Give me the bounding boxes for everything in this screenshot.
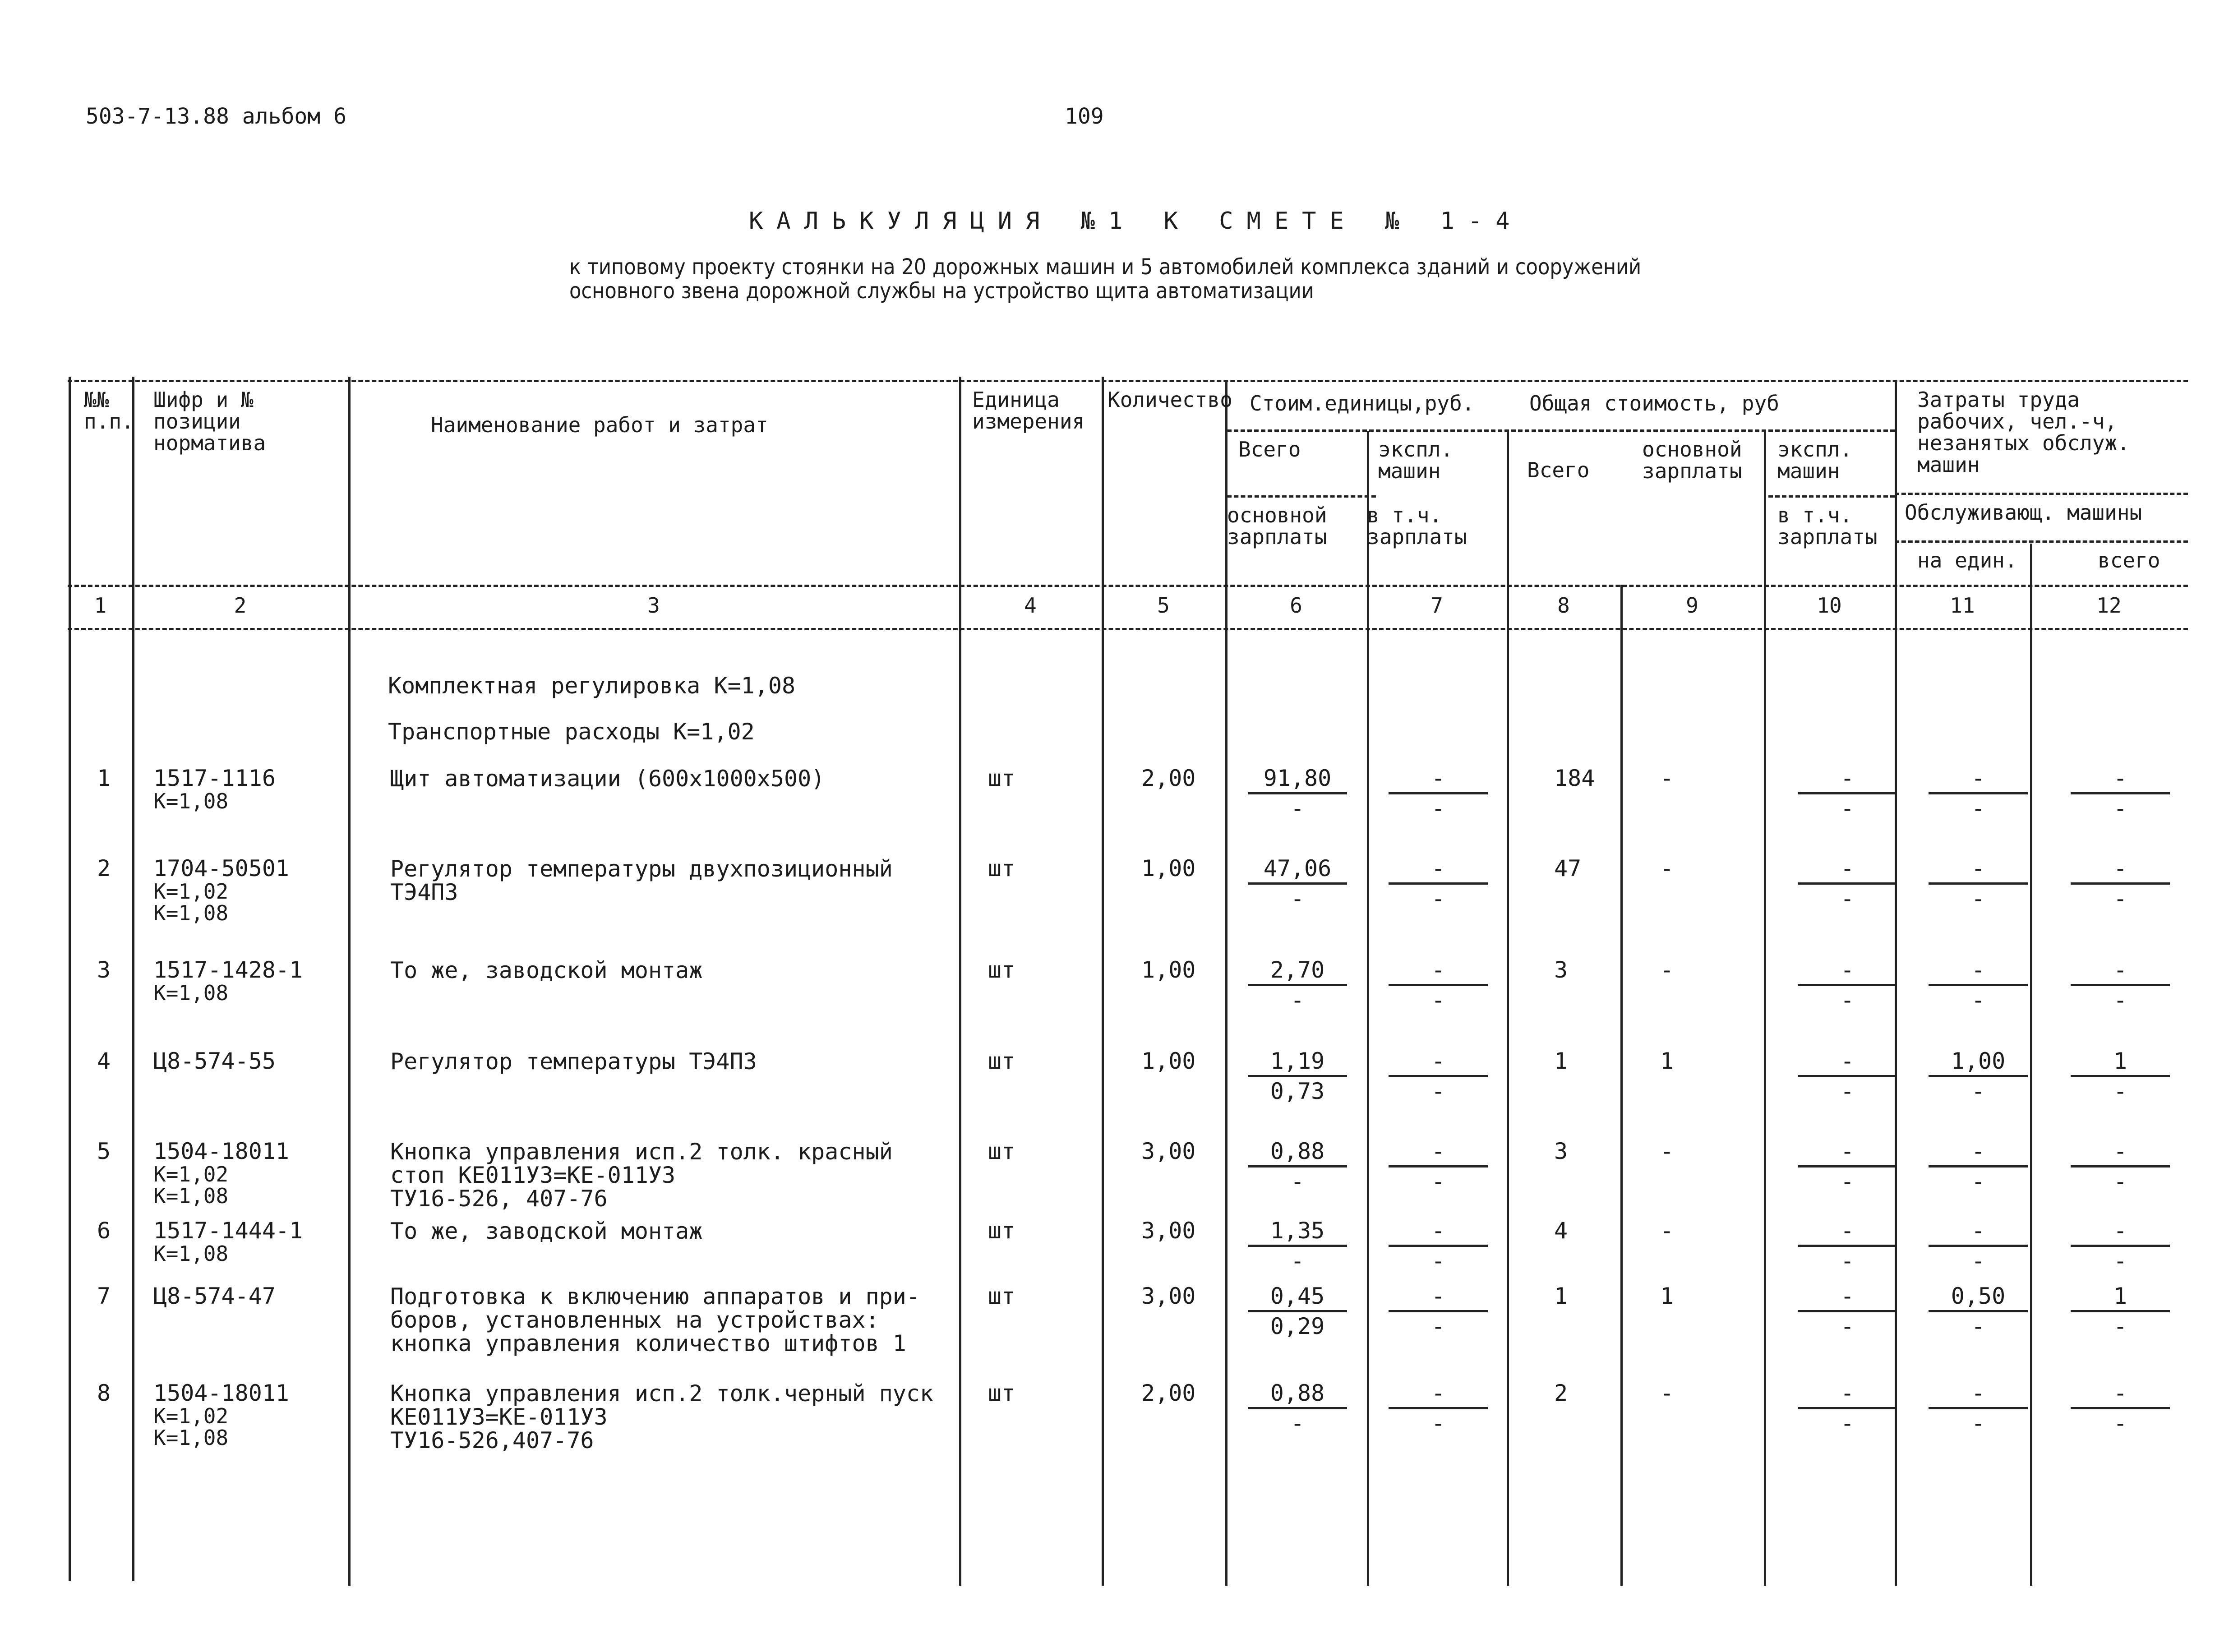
unit-cost-top: 2,70	[1248, 959, 1347, 986]
unit-cost-top: 0,88	[1248, 1140, 1347, 1167]
unit-machine-cost-top: -	[1389, 1140, 1488, 1167]
column-number: 6	[1290, 593, 1302, 618]
unit-machine-cost-top: -	[1389, 767, 1488, 794]
norm-coefficient: К=1,08	[153, 981, 229, 1005]
header-col-4: Единица измерения	[972, 388, 1085, 434]
labor-per-unit-bottom: -	[1971, 1168, 1985, 1195]
total-wages: -	[1660, 855, 1674, 881]
unit: шт	[988, 1048, 1015, 1074]
total-wages: 1	[1660, 1283, 1674, 1309]
unit-machine-cost	[1389, 1219, 1488, 1272]
norm-coefficient: К=1,02 К=1,08	[153, 1404, 229, 1450]
labor-per-unit-top: -	[1929, 1140, 2028, 1167]
labor-total-top: -	[2071, 857, 2170, 885]
total-machine-cost	[1798, 767, 1897, 820]
unit: шт	[988, 1380, 1015, 1406]
subtitle-line-1: к типовому проекту стоянки на 20 дорожных машин и 5 автомобилей комплекса зданий и сооружений	[569, 254, 1642, 280]
quantity: 2,00	[1141, 1380, 1196, 1406]
total-machine-cost	[1798, 1219, 1897, 1272]
unit-machine-cost-bottom: -	[1431, 1168, 1445, 1195]
work-name: Щит автоматизации (600х1000х500)	[390, 766, 825, 792]
labor-per-unit-top: -	[1929, 1382, 2028, 1409]
labor-per-unit	[1929, 1382, 2028, 1435]
labor-total	[2071, 857, 2170, 910]
work-name: Подготовка к включению аппаратов и при- боров, установленных на устройствах: кнопка управления количество штифтов 1	[390, 1283, 920, 1357]
header-col-7-top: экспл. машин	[1378, 437, 1454, 483]
total-machine-cost	[1798, 1285, 1897, 1338]
column-number: 1	[94, 593, 107, 618]
labor-per-unit-bottom: -	[1971, 1248, 1985, 1274]
labor-total	[2071, 767, 2170, 820]
total-wages: -	[1660, 1380, 1674, 1406]
labor-per-unit-top: 0,50	[1929, 1285, 2028, 1312]
unit-cost-top: 0,88	[1248, 1382, 1347, 1409]
labor-per-unit	[1929, 959, 2028, 1011]
header-col-6-bottom: основной зарплаты	[1227, 503, 1327, 549]
unit-cost-top: 1,19	[1248, 1050, 1347, 1077]
total-cost: 2	[1554, 1380, 1568, 1406]
column-number: 2	[234, 593, 247, 618]
labor-per-unit	[1929, 1285, 2028, 1338]
total-cost: 4	[1554, 1218, 1568, 1244]
row-number: 6	[97, 1218, 111, 1244]
labor-total	[2071, 1140, 2170, 1193]
unit-cost-bottom: -	[1290, 1168, 1305, 1195]
total-wages: 1	[1660, 1048, 1674, 1074]
labor-per-unit-bottom: -	[1971, 1410, 1985, 1436]
unit-cost-bottom: 0,29	[1270, 1313, 1325, 1339]
header-col-8: Всего	[1527, 458, 1590, 482]
unit-machine-cost-bottom: -	[1431, 886, 1445, 912]
total-machine-cost-top: -	[1798, 1382, 1897, 1409]
column-number: 4	[1024, 593, 1037, 618]
unit-cost-top: 47,06	[1248, 857, 1347, 885]
labor-per-unit	[1929, 1219, 2028, 1272]
labor-total-bottom: -	[2113, 795, 2127, 821]
total-cost: 3	[1554, 1138, 1568, 1164]
total-machine-cost	[1798, 1140, 1897, 1193]
norm-coefficient: К=1,02 К=1,08	[153, 1162, 229, 1208]
labor-total-bottom: -	[2113, 1248, 2127, 1274]
total-cost: 1	[1554, 1048, 1568, 1074]
total-machine-cost	[1798, 1382, 1897, 1435]
work-name: Кнопка управления исп.2 толк. красный стоп КЕ011У3=КЕ-011У3 ТУ16-526, 407-76	[390, 1139, 893, 1212]
page-number: 109	[1065, 104, 1104, 129]
column-number: 9	[1686, 593, 1698, 618]
labor-total	[2071, 1050, 2170, 1103]
labor-total	[2071, 1382, 2170, 1435]
document-title: КАЛЬКУЛЯЦИЯ №1 К СМЕТЕ № 1-4	[749, 208, 1523, 235]
row-number: 1	[97, 765, 111, 791]
labor-total-bottom: -	[2113, 1410, 2127, 1436]
unit-machine-cost-bottom: -	[1431, 795, 1445, 821]
unit-cost-top: 1,35	[1248, 1219, 1347, 1247]
header-col-10-bottom: в т.ч. зарплаты	[1777, 503, 1878, 549]
total-machine-cost-bottom: -	[1840, 1078, 1855, 1104]
work-name: То же, заводской монтаж	[390, 1218, 703, 1244]
labor-total-top: -	[2071, 959, 2170, 986]
norm-coefficient: К=1,08	[153, 1241, 229, 1266]
unit-machine-cost-bottom: -	[1431, 1313, 1445, 1339]
header-col-2: Шифр и № позиции норматива	[153, 388, 266, 455]
labor-per-unit	[1929, 1140, 2028, 1193]
header-col-10-top: экспл. машин	[1777, 437, 1853, 483]
unit-cost-bottom: -	[1290, 795, 1305, 821]
total-machine-cost-top: -	[1798, 1285, 1897, 1312]
total-cost: 1	[1554, 1283, 1568, 1309]
work-name: Кнопка управления исп.2 толк.черный пуск КЕ011У3=КЕ-011У3 ТУ16-526,407-76	[390, 1380, 934, 1454]
unit-cost-bottom: -	[1290, 1410, 1305, 1436]
unit-machine-cost-bottom: -	[1431, 1410, 1445, 1436]
unit-machine-cost-top: -	[1389, 857, 1488, 885]
norm-code: Ц8-574-47	[153, 1283, 276, 1309]
header-labor-group: Затраты труда рабочих, чел.-ч, незанятых обслуж. машин	[1917, 388, 2130, 477]
unit-machine-cost-bottom: -	[1431, 1248, 1445, 1274]
unit-machine-cost-top: -	[1389, 1050, 1488, 1077]
unit-cost	[1248, 857, 1347, 910]
quantity: 1,00	[1141, 1048, 1196, 1074]
total-machine-cost-bottom: -	[1840, 987, 1855, 1013]
total-wages: -	[1660, 957, 1674, 983]
quantity: 1,00	[1141, 957, 1196, 983]
unit-cost-bottom: 0,73	[1270, 1078, 1325, 1104]
labor-total-bottom: -	[2113, 1168, 2127, 1195]
labor-per-unit-top: -	[1929, 1219, 2028, 1247]
unit-machine-cost-top: -	[1389, 1219, 1488, 1247]
labor-total-top: -	[2071, 767, 2170, 794]
total-machine-cost-top: -	[1798, 959, 1897, 986]
labor-per-unit-top: -	[1929, 857, 2028, 885]
column-number: 7	[1430, 593, 1443, 618]
header-col-11: на един.	[1917, 548, 2017, 572]
unit: шт	[988, 1138, 1015, 1164]
total-wages: -	[1660, 1218, 1674, 1244]
total-machine-cost-bottom: -	[1840, 1168, 1855, 1195]
unit-cost-bottom: -	[1290, 1248, 1305, 1274]
header-col-1: №№ п.п.	[84, 388, 134, 434]
document-code: 503-7-13.88 альбом 6	[86, 104, 346, 129]
labor-total-bottom: -	[2113, 1078, 2127, 1104]
header-col-3: Наименование работ и затрат	[431, 413, 768, 437]
total-machine-cost-bottom: -	[1840, 795, 1855, 821]
header-machines-group: Обслуживающ. машины	[1905, 500, 2142, 525]
total-machine-cost-top: -	[1798, 1219, 1897, 1247]
labor-total-top: -	[2071, 1140, 2170, 1167]
header-col-6-top: Всего	[1238, 437, 1301, 461]
total-cost: 184	[1554, 765, 1595, 791]
labor-per-unit-bottom: -	[1971, 886, 1985, 912]
total-wages: -	[1660, 1138, 1674, 1164]
unit: шт	[988, 957, 1015, 983]
header-col-9: основной зарплаты	[1642, 437, 1742, 483]
labor-total-bottom: -	[2113, 886, 2127, 912]
norm-code: 1504-18011	[153, 1138, 290, 1164]
header-col-5: Количество	[1107, 388, 1232, 412]
row-number: 7	[97, 1283, 111, 1309]
unit-machine-cost	[1389, 1285, 1488, 1338]
unit-cost	[1248, 959, 1347, 1011]
unit-machine-cost-top: -	[1389, 1382, 1488, 1409]
total-machine-cost-bottom: -	[1840, 1410, 1855, 1436]
total-machine-cost-bottom: -	[1840, 886, 1855, 912]
unit-machine-cost	[1389, 1382, 1488, 1435]
row-number: 4	[97, 1048, 111, 1074]
labor-total	[2071, 1219, 2170, 1272]
unit-cost	[1248, 1219, 1347, 1272]
total-machine-cost	[1798, 959, 1897, 1011]
norm-coefficient: К=1,08	[153, 789, 229, 813]
labor-per-unit	[1929, 1050, 2028, 1103]
unit-machine-cost	[1389, 767, 1488, 820]
labor-total-top: -	[2071, 1382, 2170, 1409]
total-machine-cost-top: -	[1798, 767, 1897, 794]
unit-machine-cost-top: -	[1389, 959, 1488, 986]
labor-total-top: 1	[2071, 1285, 2170, 1312]
header-col-12: всего	[2098, 548, 2160, 572]
total-machine-cost	[1798, 857, 1897, 910]
unit-cost-top: 0,45	[1248, 1285, 1347, 1312]
coefficient-line: Комплектная регулировка К=1,08	[388, 673, 796, 699]
labor-per-unit	[1929, 767, 2028, 820]
labor-total	[2071, 1285, 2170, 1338]
work-name: То же, заводской монтаж	[390, 957, 703, 983]
column-number: 8	[1557, 593, 1570, 618]
unit: шт	[988, 1218, 1015, 1244]
header-total-cost-group: Общая стоимость, руб	[1529, 391, 1779, 415]
total-machine-cost-top: -	[1798, 1140, 1897, 1167]
unit-cost	[1248, 1285, 1347, 1338]
unit-machine-cost-bottom: -	[1431, 987, 1445, 1013]
unit: шт	[988, 1283, 1015, 1309]
unit-machine-cost-bottom: -	[1431, 1078, 1445, 1104]
labor-total	[2071, 959, 2170, 1011]
norm-code: 1504-18011	[153, 1380, 290, 1406]
unit-cost-bottom: -	[1290, 987, 1305, 1013]
unit-cost	[1248, 1050, 1347, 1103]
norm-code: 1517-1444-1	[153, 1218, 303, 1244]
unit-cost	[1248, 1382, 1347, 1435]
labor-total-bottom: -	[2113, 987, 2127, 1013]
unit-machine-cost-top: -	[1389, 1285, 1488, 1312]
row-number: 2	[97, 855, 111, 881]
quantity: 3,00	[1141, 1283, 1196, 1309]
column-number: 10	[1817, 593, 1842, 618]
unit-machine-cost	[1389, 959, 1488, 1011]
unit-machine-cost	[1389, 857, 1488, 910]
labor-per-unit-top: -	[1929, 767, 2028, 794]
unit: шт	[988, 765, 1015, 791]
unit-machine-cost	[1389, 1050, 1488, 1103]
column-number: 11	[1950, 593, 1975, 618]
labor-per-unit-top: 1,00	[1929, 1050, 2028, 1077]
labor-per-unit-top: -	[1929, 959, 2028, 986]
row-number: 8	[97, 1380, 111, 1406]
norm-code: 1517-1116	[153, 765, 276, 791]
labor-per-unit-bottom: -	[1971, 1313, 1985, 1339]
quantity: 3,00	[1141, 1218, 1196, 1244]
unit-machine-cost	[1389, 1140, 1488, 1193]
total-machine-cost-top: -	[1798, 1050, 1897, 1077]
total-machine-cost	[1798, 1050, 1897, 1103]
unit-cost-bottom: -	[1290, 886, 1305, 912]
unit: шт	[988, 855, 1015, 881]
subtitle-line-2: основного звена дорожной службы на устройство щита автоматизации	[569, 278, 1314, 304]
unit-cost	[1248, 1140, 1347, 1193]
labor-total-bottom: -	[2113, 1313, 2127, 1339]
unit-cost-top: 91,80	[1248, 767, 1347, 794]
total-machine-cost-bottom: -	[1840, 1313, 1855, 1339]
labor-total-top: -	[2071, 1219, 2170, 1247]
row-number: 3	[97, 957, 111, 983]
total-cost: 3	[1554, 957, 1568, 983]
header-col-7-bottom: в т.ч. зарплаты	[1367, 503, 1467, 549]
labor-per-unit	[1929, 857, 2028, 910]
labor-per-unit-bottom: -	[1971, 1078, 1985, 1104]
total-machine-cost-bottom: -	[1840, 1248, 1855, 1274]
norm-code: 1704-50501	[153, 855, 290, 881]
labor-total-top: 1	[2071, 1050, 2170, 1077]
header-unit-cost-group: Стоим.единицы,руб.	[1250, 391, 1475, 415]
unit-cost	[1248, 767, 1347, 820]
quantity: 3,00	[1141, 1138, 1196, 1164]
norm-code: 1517-1428-1	[153, 957, 303, 983]
column-number: 5	[1157, 593, 1170, 618]
labor-per-unit-bottom: -	[1971, 987, 1985, 1013]
quantity: 1,00	[1141, 855, 1196, 881]
quantity: 2,00	[1141, 765, 1196, 791]
norm-coefficient: К=1,02 К=1,08	[153, 879, 229, 925]
total-cost: 47	[1554, 855, 1582, 881]
norm-code: Ц8-574-55	[153, 1048, 276, 1074]
total-machine-cost-top: -	[1798, 857, 1897, 885]
column-number: 3	[647, 593, 660, 618]
total-wages: -	[1660, 765, 1674, 791]
row-number: 5	[97, 1138, 111, 1164]
work-name: Регулятор температуры ТЭ4П3	[390, 1048, 757, 1075]
coefficient-line: Транспортные расходы К=1,02	[388, 719, 755, 745]
labor-per-unit-bottom: -	[1971, 795, 1985, 821]
work-name: Регулятор температуры двухпозиционный ТЭ4П3	[390, 856, 893, 905]
column-number: 12	[2096, 593, 2122, 618]
